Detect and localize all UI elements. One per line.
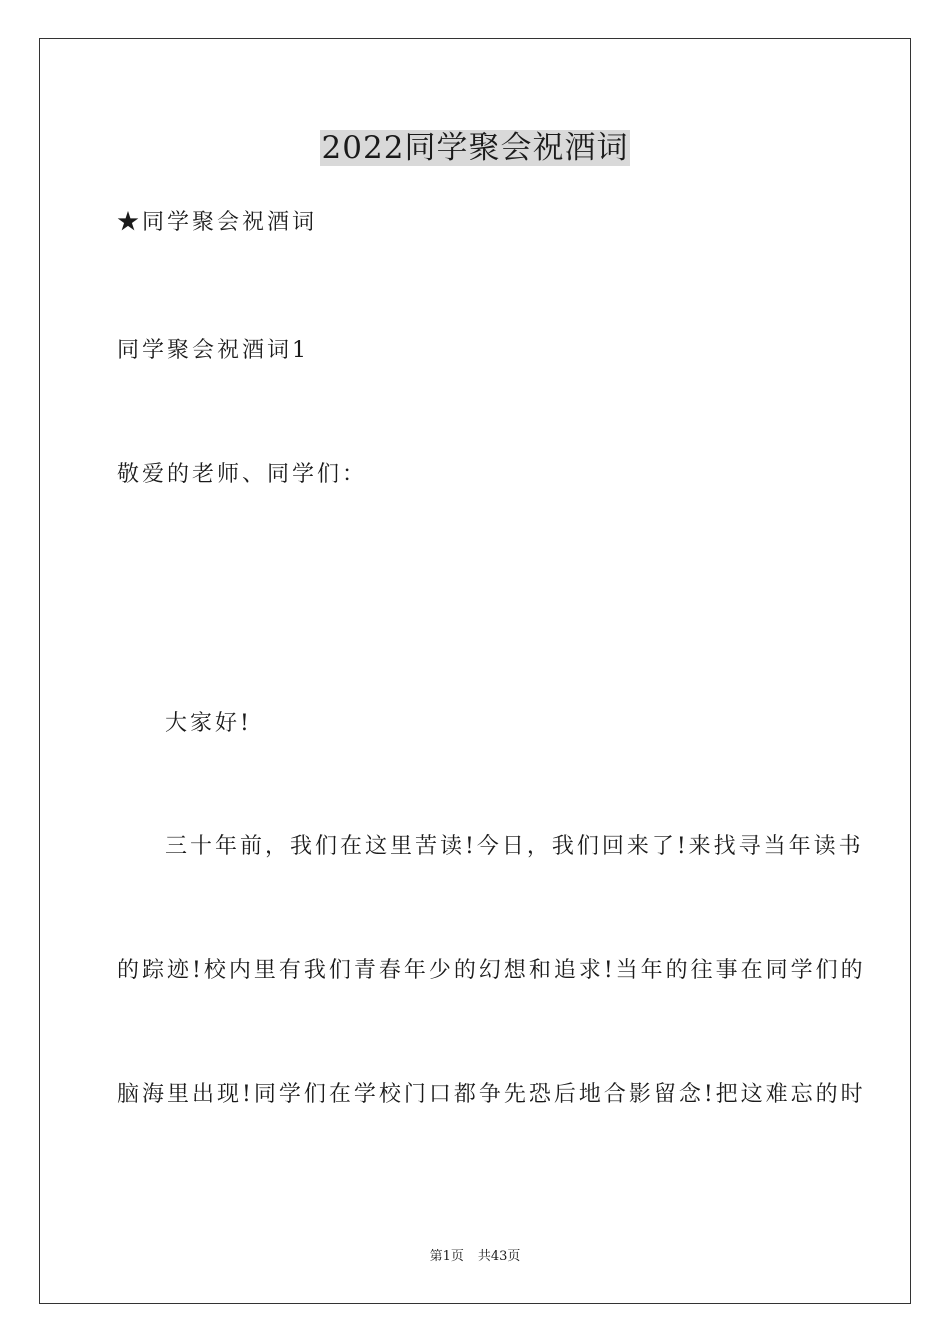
greeting: 大家好! (165, 711, 252, 736)
page-footer (0, 1248, 950, 1266)
page-number: 第1页 (429, 1249, 464, 1264)
body-line: 三十年前，我们在这里苦读!今日，我们回来了!来找寻当年读书 (165, 834, 864, 859)
speech-heading: 同学聚会祝酒词1 (117, 338, 309, 363)
section-heading: ★同学聚会祝酒词 (117, 210, 318, 235)
document-title-text: 2022同学聚会祝酒词 (321, 130, 629, 166)
salutation: 敬爱的老师、同学们： (117, 462, 368, 487)
document-title (0, 128, 950, 168)
body-line: 脑海里出现!同学们在学校门口都争先恐后地合影留念!把这难忘的时 (117, 1082, 866, 1107)
page-total: 共43页 (477, 1249, 521, 1264)
body-line: 的踪迹!校内里有我们青春年少的幻想和追求!当年的往事在同学们的 (117, 958, 866, 983)
